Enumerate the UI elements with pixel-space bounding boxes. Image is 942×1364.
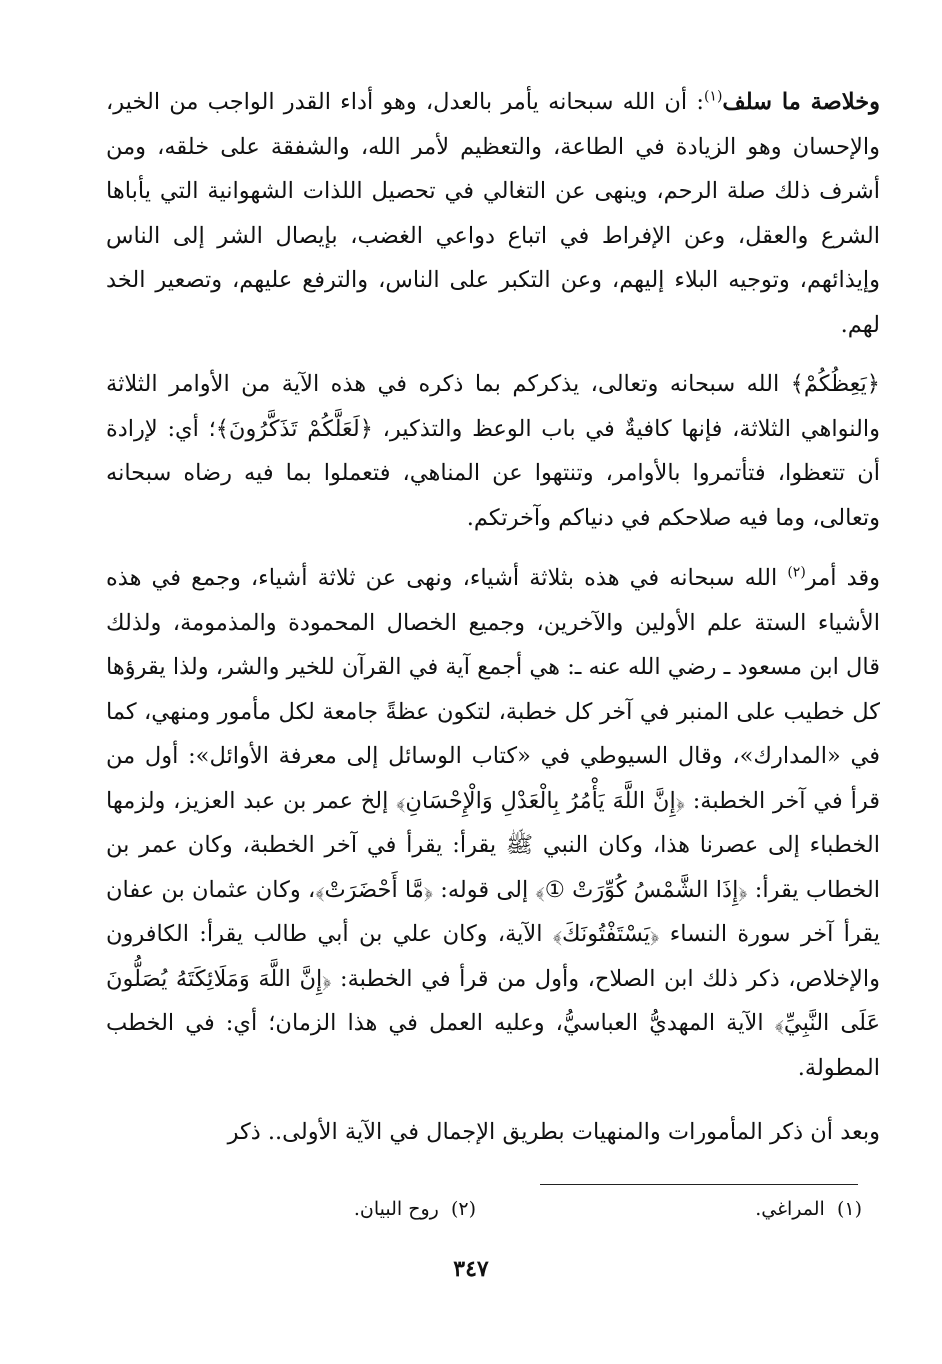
footnote-ref[interactable]: (٢) xyxy=(787,564,806,581)
paragraph-continuation xyxy=(106,1110,880,1155)
paragraph-lead: وقد أمر xyxy=(805,565,880,591)
paragraph-text: ﴿يَعِظُكُمْ﴾ الله سبحانه وتعالى، يذكركم بما ذكره في هذه الآية من الأوامر الثلاثة والنواهي الثلاثة، فإنها كافيةٌ في باب الوعظ والتذكير، ﴿لَعَلَّكُمْ تَذَكَّرُونَ﴾؛ أي: لإرادة أن تتعظوا، فتأتمروا بالأوامر، وتنتهوا عن المناهي، فتعملوا بما فيه رضاه سبحانه وتعالى، وما فيه صلاحكم في دنياكم وآخرتكم. xyxy=(106,371,880,531)
footnote-number: (٢) xyxy=(450,1198,476,1220)
paragraph-text: : أن الله سبحانه يأمر بالعدل، وهو أداء القدر الواجب من الخير، والإحسان وهو الزيادة في الطاعة، والتعظيم لأمر الله، والشفقة على خلقه، ومن أشرف ذلك صلة الرحم، وينهى عن التغالي في تحصيل اللذات الشهوانية التي يأباها الشرع والعقل، وعن الإفراط في اتباع دواعي الغضب، بإيصال الشر إلى الناس وإيذائهم، وتوجيه البلاء إليهم، وعن التكبر على الناس، والترفع عليهم، وتصعير الخد لهم. xyxy=(106,89,880,338)
paragraph-command xyxy=(106,556,880,1090)
page-number: ٣٤٧ xyxy=(453,1256,489,1282)
footnote-divider xyxy=(540,1184,858,1185)
paragraph-admonition xyxy=(106,362,880,540)
paragraph-summary xyxy=(106,80,880,347)
footnote-1 xyxy=(755,1198,862,1220)
footnote-text: روح البيان. xyxy=(353,1198,439,1220)
paragraph-text: الله سبحانه في هذه بثلاثة أشياء، ونهى عن ثلاثة أشياء، وجمع في هذه الأشياء الستة علم الأولين والآخرين، وجميع الخصال المحمودة والمذمومة، ولذلك قال ابن مسعود ـ رضي الله عنه ـ: هي أجمع آية في القرآن للخير والشر، ولذا يقرؤها كل خطيب على المنبر في آخر كل خطبة، لتكون عظةً جامعة لكل مأمور ومنهي، كما في «المدارك»، وقال السيوطي في «كتاب الوسائل إلى معرفة الأوائل»: أول من قرأ في آخر الخطبة: ﴿إِنَّ اللَّهَ يَأْمُرُ بِالْعَدْلِ وَالْإِحْسَانِ﴾ إلخ عمر بن عبد العزيز، ولزمها الخطباء إلى عصرنا هذا، وكان النبي ﷺ يقرأ: يقرأ في آخر الخطبة، وكان عمر بن الخطاب يقرأ: ﴿إِذَا الشَّمْسُ كُوِّرَتْ ①﴾ إلى قوله: ﴿مَّا أَحْضَرَتْ﴾، وكان عثمان بن عفان يقرأ آخر سورة النساء ﴿يَسْتَفْتُونَكَ﴾ الآية، وكان علي بن أبي طالب يقرأ: الكافرون والإخلاص، ذكر ذلك ابن الصلاح، وأول من قرأ في الخطبة: ﴿إِنَّ اللَّهَ وَمَلَائِكَتَهُ يُصَلُّونَ عَلَى النَّبِيِّ﴾ الآية المهديُّ العباسيُّ، وعليه العمل في هذا الزمان؛ أي: في الخطب المطولة. xyxy=(106,565,880,1081)
footnote-text: المراغي. xyxy=(755,1198,825,1220)
footnote-2 xyxy=(354,1198,476,1220)
footnote-ref[interactable]: (١) xyxy=(703,88,723,105)
paragraph-lead: وخلاصة ما سلف xyxy=(722,89,880,115)
paragraph-text: وبعد أن ذكر المأمورات والمنهيات بطريق الإجمال في الآية الأولى.. ذكر xyxy=(227,1119,880,1145)
footnote-number: (١) xyxy=(836,1198,862,1220)
